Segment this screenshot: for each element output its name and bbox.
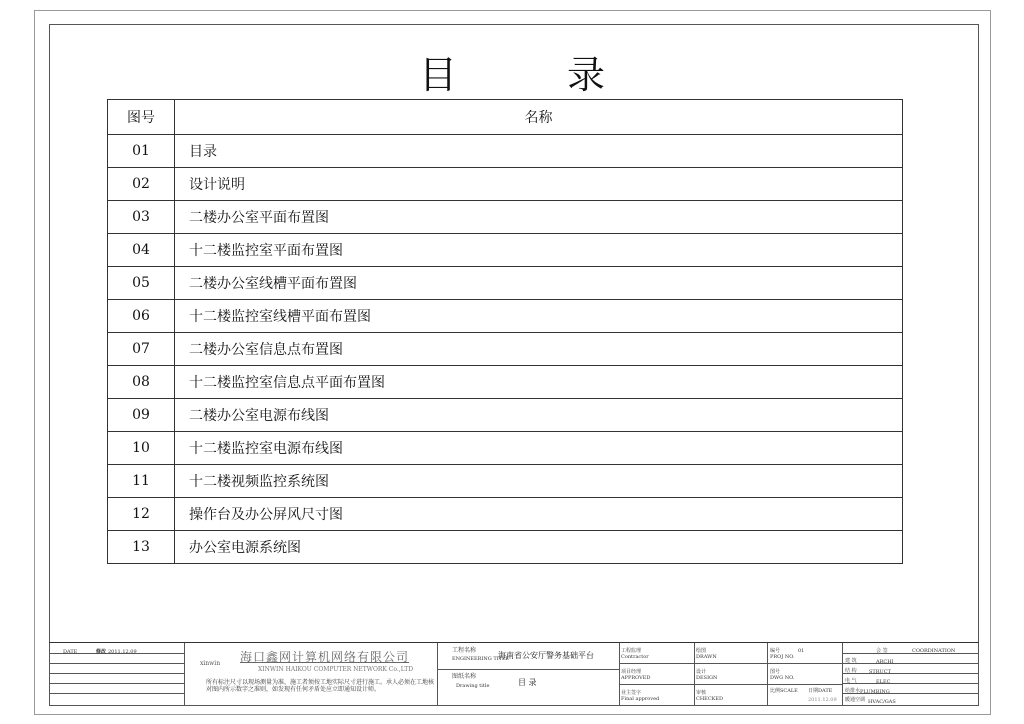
drawing-note: 所有标注尺寸以现场测量为准，施工者须按工地实际尺寸进行施工。承人必须在工地核对图内所示数字之准则，如发现有任何矛盾处应立即通知设计师。 <box>206 679 435 693</box>
drawing-number: 03 <box>108 201 175 234</box>
table-row <box>108 201 903 234</box>
elec-label-en: ELEC <box>876 679 891 685</box>
scale-label-en: SCALE <box>780 688 798 694</box>
date-field-label: 日期 <box>808 688 819 694</box>
approved-label: 项目经理 <box>621 669 642 675</box>
dwg-number-label-en: DWG NO. <box>770 675 795 681</box>
table-row <box>108 432 903 465</box>
drawing-name: 目录 <box>175 135 903 168</box>
checked-label-en: CHECKED <box>696 696 724 702</box>
date-value: 2011.12.09 <box>808 697 837 703</box>
drawing-name: 十二楼监控室平面布置图 <box>175 234 903 267</box>
header-drawing-number: 图号 <box>108 100 175 135</box>
final-approved-label: 业主签字 <box>621 690 642 696</box>
revision-label: 修改 <box>96 649 107 655</box>
header-drawing-name: 名称 <box>175 100 903 135</box>
table-row <box>108 300 903 333</box>
drawing-index-table <box>107 99 903 564</box>
drawing-number: 12 <box>108 498 175 531</box>
drawing-number: 06 <box>108 300 175 333</box>
drawing-title: 目 录 <box>518 678 537 687</box>
drawing-number: 01 <box>108 135 175 168</box>
table-row <box>108 333 903 366</box>
coordination-label-en: COORDINATION <box>912 648 956 654</box>
drawing-number: 10 <box>108 432 175 465</box>
drawing-number: 07 <box>108 333 175 366</box>
drawing-name: 十二楼监控室信息点平面布置图 <box>175 366 903 399</box>
struct-label-en: STRUCT <box>869 669 891 675</box>
drawing-number: 05 <box>108 267 175 300</box>
approved-label-en: APPROVED <box>621 675 651 681</box>
drawing-name: 二楼办公室线槽平面布置图 <box>175 267 903 300</box>
table-header-row <box>108 100 903 135</box>
scale-label: 比例 <box>770 688 781 694</box>
drawing-name: 二楼办公室电源布线图 <box>175 399 903 432</box>
drawing-name: 办公室电源系统图 <box>175 531 903 564</box>
arch-label-en: ARCHI <box>876 659 894 665</box>
drawing-title-label-en: Drawing title <box>456 683 490 689</box>
drawing-number: 11 <box>108 465 175 498</box>
table-row <box>108 135 903 168</box>
drawing-title-label: 图纸名称 <box>452 673 477 680</box>
project-label-en: ENGINEERING TITLE <box>452 656 509 662</box>
plumbing-label: 给排水 <box>845 688 861 694</box>
checked-label: 审核 <box>696 690 707 696</box>
drawing-name: 设计说明 <box>175 168 903 201</box>
table-row <box>108 168 903 201</box>
dwg-number-label: 图号 <box>770 669 781 675</box>
drawing-number: 08 <box>108 366 175 399</box>
table-row <box>108 498 903 531</box>
design-label: 设计 <box>696 669 707 675</box>
project-number-label: 编号 <box>770 648 781 654</box>
drawn-label-en: DRAWN <box>696 654 717 660</box>
project-name: 海南省公安厅警务基础平台 <box>498 651 594 660</box>
final-approved-label-en: Final approved <box>621 696 660 702</box>
struct-label: 结 构 <box>845 668 857 674</box>
table-row <box>108 465 903 498</box>
company-name-en: XINWIN HAIKOU COMPUTER NETWORK Co.,LTD <box>258 666 414 673</box>
drawn-label: 绘图 <box>696 648 707 654</box>
hvac-label-en: HVAC/GAS <box>868 699 896 705</box>
design-label-en: DESIGN <box>696 675 718 681</box>
drawing-name: 二楼办公室平面布置图 <box>175 201 903 234</box>
drawing-name: 十二楼视频监控系统图 <box>175 465 903 498</box>
drawing-name: 十二楼监控室线槽平面布置图 <box>175 300 903 333</box>
contractor-label-en: Contractor <box>621 654 649 660</box>
hvac-label: 暖通空调 <box>845 697 866 703</box>
project-number: 01 <box>798 648 805 654</box>
company-logo-text: xinwin <box>200 660 221 667</box>
table-row <box>108 267 903 300</box>
table-row <box>108 366 903 399</box>
project-label: 工程名称 <box>452 647 477 654</box>
page-title: 目录 <box>418 53 715 97</box>
date-label: DATE <box>63 649 78 655</box>
table-row <box>108 531 903 564</box>
drawing-number: 04 <box>108 234 175 267</box>
drawing-name: 二楼办公室信息点布置图 <box>175 333 903 366</box>
date-field-label-en: DATE <box>818 688 833 694</box>
coordination-label: 会 签 <box>876 648 888 654</box>
drawing-number: 09 <box>108 399 175 432</box>
drawing-name: 操作台及办公屏风尺寸图 <box>175 498 903 531</box>
plumbing-label-en: PLUMBING <box>860 689 890 695</box>
elec-label: 电 气 <box>845 678 857 684</box>
drawing-number: 13 <box>108 531 175 564</box>
revision-date: 2011.12.09 <box>108 649 137 655</box>
table-row <box>108 399 903 432</box>
table-row <box>108 234 903 267</box>
drawing-number: 02 <box>108 168 175 201</box>
arch-label: 建 筑 <box>845 658 857 664</box>
project-number-label-en: PROJ NO. <box>770 654 795 660</box>
contractor-label: 工程监理 <box>621 648 642 654</box>
drawing-name: 十二楼监控室电源布线图 <box>175 432 903 465</box>
company-name: 海口鑫网计算机网络有限公司 <box>240 650 410 664</box>
